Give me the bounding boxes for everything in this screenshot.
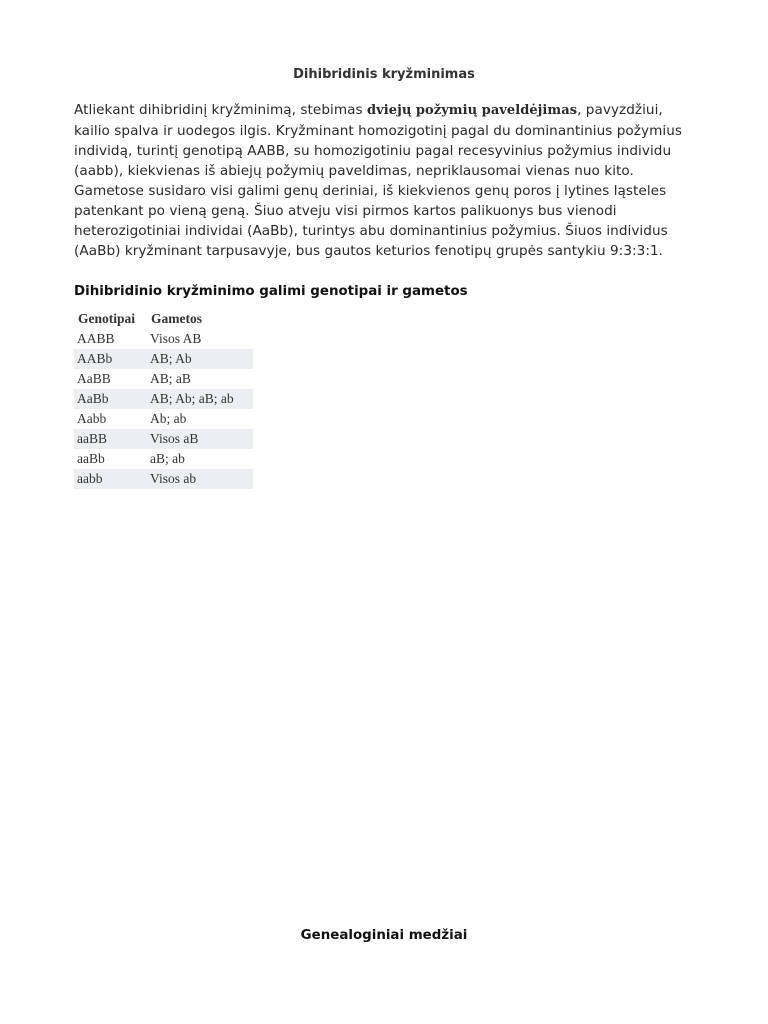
genotype-cell: AABb — [74, 349, 147, 369]
section-heading: Dihibridinio kryžminimo galimi genotipai ir gametos — [74, 284, 468, 299]
genotype-cell: Aabb — [77, 411, 107, 426]
genotype-cell: AABB — [77, 331, 115, 346]
gametes-cell: AB; Ab — [147, 349, 253, 369]
gametes-cell: Visos ab — [147, 469, 253, 489]
gametes-cell: Ab; ab — [150, 411, 187, 426]
table-row — [74, 389, 253, 409]
table-row — [74, 329, 253, 349]
genotype-cell: aaBB — [74, 429, 147, 449]
genotype-cell: aaBb — [77, 451, 105, 466]
genotype-gamete-table — [74, 308, 253, 489]
gametes-cell: Visos AB — [150, 331, 202, 346]
intro-bold-phrase: dviejų požymių paveldėjimas — [367, 103, 578, 118]
header-gametes: Gametos — [151, 310, 202, 326]
next-section-heading: Genealoginiai medžiai — [300, 928, 468, 943]
table-row — [74, 449, 253, 469]
table-header-row — [74, 308, 253, 329]
intro-text-start: Atliekant dihibridinį kryžminimą, stebimas — [74, 102, 368, 118]
table-row — [74, 349, 253, 369]
gametes-cell: aB; ab — [150, 451, 185, 466]
gametes-cell: AB; Ab; aB; ab — [147, 389, 253, 409]
intro-paragraph — [74, 100, 694, 261]
header-genotypes: Genotipai — [78, 310, 136, 326]
genotype-cell: aabb — [74, 469, 147, 489]
intro-text-rest: , pavyzdžiui, kailio spalva ir uodegos ilgis. Kryžminant homozigotinį pagal du dominantinius požymius individą, turintį genotipą AABB, su homozigotiniu pagal recesyvinius požymius individu (aabb), kiekvienas iš abiejų požymių paveldimas, nepriklausomai vienas nuo kito. Gametose susidaro visi galimi genų deriniai, iš kiekvienos genų poros į lytines ląsteles patenkant po vieną geną. Šiuo atveju visi pirmos kartos palikuonys bus vienodi heterozigotiniai individai (AaBb), turintys abu dominantinius požymius. Šiuos individus (AaBb) kryžminant tarpusavyje, bus gautos keturios fenotipų grupės santykiu 9:3:3:1. — [74, 102, 682, 259]
genotype-cell: AaBb — [74, 389, 147, 409]
gametes-cell: AB; aB — [150, 371, 191, 386]
page-title: Dihibridinis kryžminimas — [293, 67, 475, 82]
genotype-cell: AaBB — [77, 371, 111, 386]
table-row — [74, 469, 253, 489]
gametes-cell: Visos aB — [147, 429, 253, 449]
table-row — [74, 409, 253, 429]
table-row — [74, 429, 253, 449]
table-row — [74, 369, 253, 389]
